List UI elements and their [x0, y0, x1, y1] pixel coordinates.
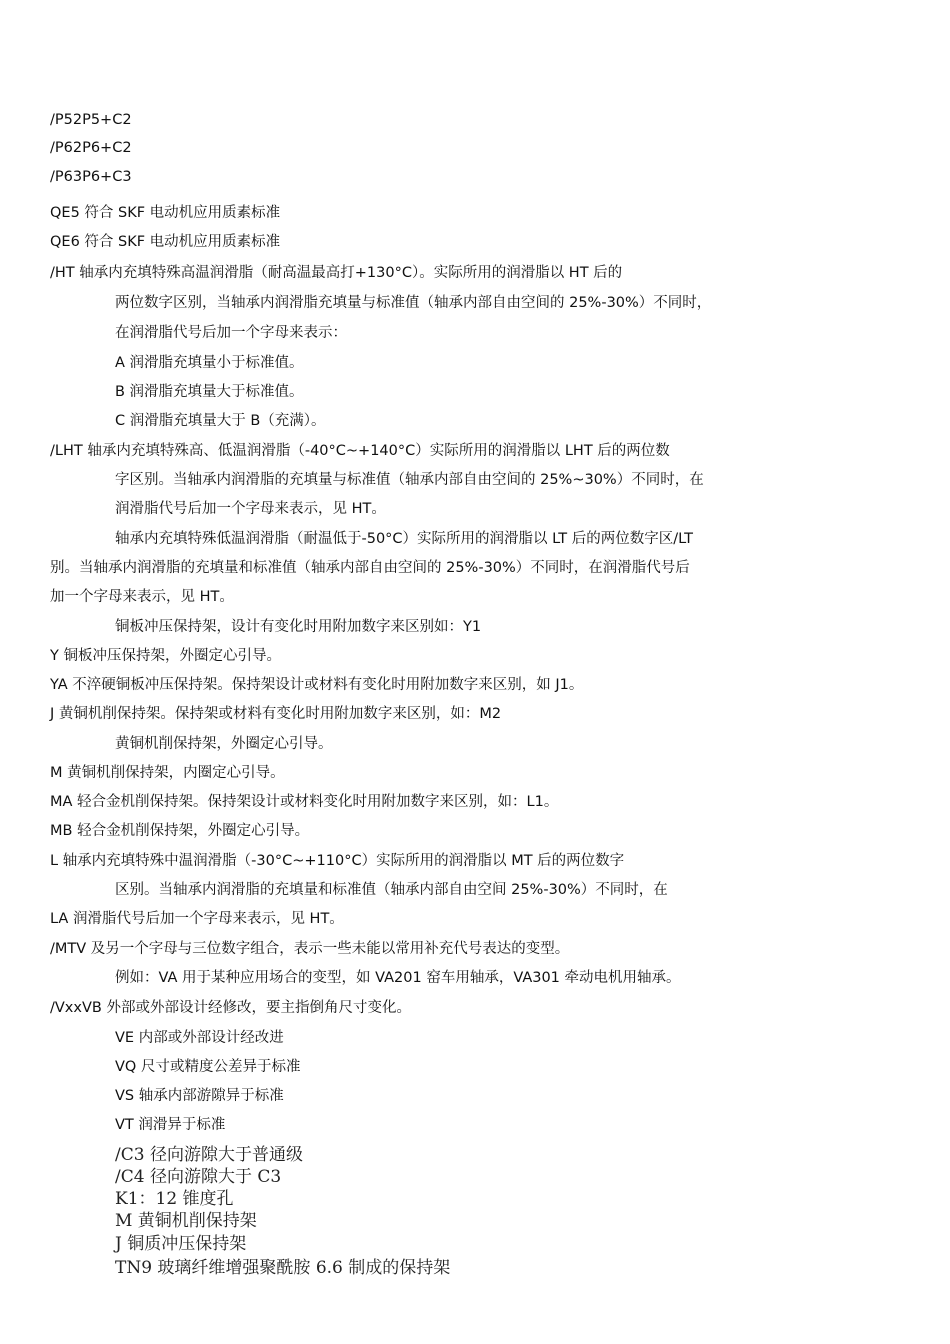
text-line: TN9 玻璃纤维增强聚酰胺 6.6 制成的保持架	[115, 1258, 451, 1278]
text-line: MA 轻合金机削保持架。保持架设计或材料变化时用附加数字来区别，如：L1。	[50, 794, 559, 810]
text-line: /LHT 轴承内充填特殊高、低温润滑脂（-40°C~+140°C）实际所用的润滑脂以 LHT 后的两位数	[50, 443, 670, 459]
text-line: QE5 符合 SKF 电动机应用质素标准	[50, 205, 281, 221]
text-line: 在润滑脂代号后加一个字母来表示：	[115, 325, 347, 341]
text-line: M 黄铜机削保持架，内圈定心引导。	[50, 765, 285, 781]
text-line: VT 润滑异于标准	[115, 1117, 226, 1133]
text-line: LA 润滑脂代号后加一个字母来表示，见 HT。	[50, 911, 344, 927]
text-line: /P52P5+C2	[50, 112, 132, 128]
text-line: QE6 符合 SKF 电动机应用质素标准	[50, 234, 281, 250]
text-line: 铜板冲压保持架，设计有变化时用附加数字来区别如：Y1	[115, 619, 482, 635]
text-line: YA 不淬硬铜板冲压保持架。保持架设计或材料有变化时用附加数字来区别，如 J1。	[50, 677, 584, 693]
text-line: /C3 径向游隙大于普通级	[115, 1145, 303, 1165]
text-line: VQ 尺寸或精度公差异于标准	[115, 1059, 301, 1075]
text-line: 别。当轴承内润滑脂的充填量和标准值（轴承内部自由空间的 25%-30%）不同时，在润滑脂代号后	[50, 560, 690, 576]
text-line: 轴承内充填特殊低温润滑脂（耐温低于-50°C）实际所用的润滑脂以 LT 后的两位数字区/LT	[115, 531, 694, 547]
text-line: /VxxVB 外部或外部设计经修改，要主指倒角尺寸变化。	[50, 1000, 411, 1016]
text-line: 加一个字母来表示，见 HT。	[50, 589, 234, 605]
text-line: /P63P6+C3	[50, 169, 132, 185]
text-line: /MTV 及另一个字母与三位数字组合，表示一些未能以常用补充代号表达的变型。	[50, 941, 570, 957]
text-line: Y 铜板冲压保持架，外圈定心引导。	[50, 648, 281, 664]
text-line: A 润滑脂充填量小于标准值。	[115, 355, 304, 371]
text-line: 区别。当轴承内润滑脂的充填量和标准值（轴承内部自由空间 25%-30%）不同时，在	[115, 882, 668, 898]
text-line: /HT 轴承内充填特殊高温润滑脂（耐高温最高打+130°C）。实际所用的润滑脂以 HT 后的	[50, 265, 623, 281]
text-line: K1：12 锥度孔	[115, 1189, 234, 1209]
text-line: 两位数字区别，当轴承内润滑脂充填量与标准值（轴承内部自由空间的 25%-30%）不同时，	[115, 295, 712, 311]
text-line: 字区别。当轴承内润滑脂的充填量与标准值（轴承内部自由空间的 25%~30%）不同时，在	[115, 472, 704, 488]
text-line: VS 轴承内部游隙异于标准	[115, 1088, 284, 1104]
text-line: C 润滑脂充填量大于 B（充满）。	[115, 413, 326, 429]
text-line: M 黄铜机削保持架	[115, 1211, 257, 1231]
text-line: J 铜质冲压保持架	[115, 1234, 247, 1254]
text-line: MB 轻合金机削保持架，外圈定心引导。	[50, 823, 310, 839]
text-line: /C4 径向游隙大于 C3	[115, 1167, 282, 1187]
text-line: 润滑脂代号后加一个字母来表示，见 HT。	[115, 501, 386, 517]
text-line: /P62P6+C2	[50, 140, 132, 156]
text-line: VE 内部或外部设计经改进	[115, 1030, 284, 1046]
text-line: J 黄铜机削保持架。保持架或材料有变化时用附加数字来区别，如：M2	[50, 706, 502, 722]
text-line: 黄铜机削保持架，外圈定心引导。	[115, 736, 333, 752]
text-line: L 轴承内充填特殊中温润滑脂（-30°C~+110°C）实际所用的润滑脂以 MT 后的两位数字	[50, 853, 625, 869]
text-line: 例如：VA 用于某种应用场合的变型，如 VA201 窑车用轴承，VA301 牵动电机用轴承。	[115, 970, 681, 986]
text-line: B 润滑脂充填量大于标准值。	[115, 384, 304, 400]
